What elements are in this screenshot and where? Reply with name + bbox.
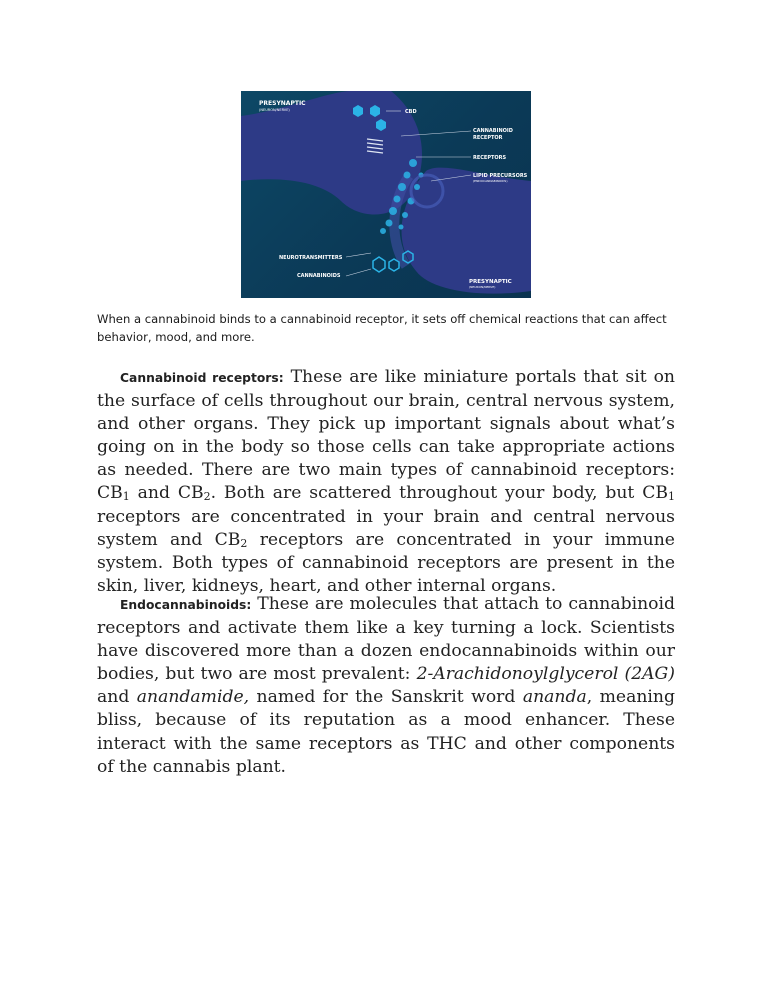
- paragraph-cannabinoid-receptors: [97, 366, 675, 598]
- label-presynaptic-bottom: PRESYNAPTIC: [469, 279, 512, 285]
- label-receptors: RECEPTORS: [473, 155, 507, 161]
- label-cbd: CBD: [405, 109, 417, 115]
- synapse-illustration: [241, 91, 531, 298]
- label-presynaptic-top-sub: (NEURON/NERVE): [259, 108, 290, 112]
- p1-subscript-3: 1: [668, 490, 675, 504]
- p1-text-2: and CB: [129, 483, 204, 504]
- p1-text-1: These are like miniature portals that sit on the surface of cells throughout our brain, central nervous system, and other organs. They pick up important signals about what’s going on in the body so those cells can take appropriate actions as needed. There are two main types of cannabinoid receptors: CB: [97, 367, 675, 504]
- p2-text-2: and: [97, 687, 137, 708]
- p1-subscript-4: 2: [240, 536, 248, 550]
- synapse-diagram: [241, 91, 531, 298]
- postsynaptic-neuron-shape: [402, 168, 531, 294]
- p2-text-4: , meaning bliss, because of its reputation as a mood enhancer. These interact with the same receptors as THC and other components of the cannabis plant.: [97, 687, 675, 777]
- label-neurotransmitters: NEUROTRANSMITTERS: [279, 255, 343, 261]
- p1-text-4: receptors are concentrated in your brain and central nervous system and CB: [97, 506, 675, 550]
- p2-italic-2ag: 2-Arachidonoylglycerol (2AG): [416, 664, 675, 685]
- label-lipid-precursors-sub: (ENDOCANNABINOIDS): [473, 179, 508, 183]
- paragraph-endocannabinoids: [97, 593, 675, 779]
- term-cannabinoid-receptors: Cannabinoid receptors:: [120, 371, 284, 385]
- p1-text-5: receptors are concentrated in your immune system. Both types of cannabinoid receptors are present in the skin, liver, kidneys, heart, and other internal organs.: [97, 529, 675, 596]
- label-cannabinoids: CANNABINOIDS: [297, 273, 341, 279]
- p1-subscript-1: 1: [122, 490, 130, 504]
- figure-caption: When a cannabinoid binds to a cannabinoid receptor, it sets off chemical reactions that can affect behavior, mood, and more.: [97, 312, 667, 344]
- label-presynaptic-bottom-sub: (NEURON/NERVE): [469, 285, 496, 289]
- p1-subscript-2: 2: [203, 490, 211, 504]
- label-lipid-precursors: LIPID PRECURSORS: [473, 173, 528, 179]
- label-cannabinoid-receptor-1: CANNABINOID: [473, 128, 513, 134]
- label-presynaptic-top: PRESYNAPTIC: [259, 100, 306, 107]
- term-endocannabinoids: Endocannabinoids:: [120, 598, 252, 612]
- p2-italic-ananda: ananda: [522, 687, 587, 708]
- p2-italic-anandamide: anandamide,: [136, 687, 250, 708]
- p2-text-3: named for the Sanskrit word: [249, 687, 523, 708]
- p1-text-3: . Both are scattered throughout your body, but CB: [210, 483, 668, 504]
- label-cannabinoid-receptor-2: RECEPTOR: [473, 135, 503, 141]
- p2-text-1: These are molecules that attach to cannabinoid receptors and activate them like a key turning a lock. Scientists have discovered more than a dozen endocannabinoids within our bodies, but two are most prevalent:: [97, 594, 675, 685]
